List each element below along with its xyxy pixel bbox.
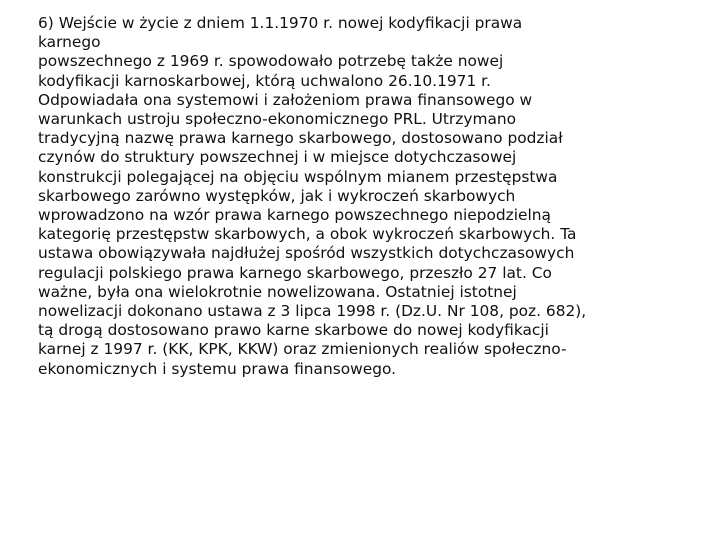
text-line: warunkach ustroju społeczno-ekonomicznego PRL. Utrzymano (38, 110, 517, 129)
text-line: ważne, była ona wielokrotnie nowelizowana. Ostatniej istotnej (38, 282, 517, 301)
text-line: kodyfikacji karnoskarbowej, którą uchwalono 26.10.1971 r. (38, 71, 491, 90)
text-line: konstrukcji polegającej na objęciu wspólnym mianem przestępstwa (38, 167, 558, 186)
text-line: powszechnego z 1969 r. spowodowało potrzebę także nowej (38, 52, 504, 71)
text-line: nowelizacji dokonano ustawa z 3 lipca 1998 r. (Dz.U. Nr 108, poz. 682), (38, 302, 587, 321)
text-line: karnego (38, 33, 101, 52)
text-line: kategorię przestępstw skarbowych, a obok wykroczeń skarbowych. Ta (38, 225, 577, 244)
text-line: ekonomicznych i systemu prawa finansowego. (38, 359, 397, 378)
text-line: tą drogą dostosowano prawo karne skarbowe do nowej kodyfikacji (38, 321, 549, 340)
text-line: ustawa obowiązywała najdłużej spośród wszystkich dotychczasowych (38, 244, 575, 263)
text-line: Odpowiadała ona systemowi i założeniom prawa finansowego w (38, 90, 533, 109)
text-line: regulacji polskiego prawa karnego skarbowego, przeszło 27 lat. Co (38, 263, 552, 282)
text-line: karnej z 1997 r. (KK, KPK, KKW) oraz zmienionych realiów społeczno- (38, 340, 567, 359)
text-line: skarbowego zarówno występków, jak i wykroczeń skarbowych (38, 186, 516, 205)
paragraph-text (38, 14, 688, 379)
text-line: czynów do struktury powszechnej i w miejsce dotychczasowej (38, 148, 517, 167)
text-line: 6) Wejście w życie z dniem 1.1.1970 r. nowej kodyfikacji prawa (38, 14, 523, 32)
text-line: wprowadzono na wzór prawa karnego powszechnego niepodzielną (38, 206, 551, 225)
text-line: tradycyjną nazwę prawa karnego skarbowego, dostosowano podział (38, 129, 563, 148)
